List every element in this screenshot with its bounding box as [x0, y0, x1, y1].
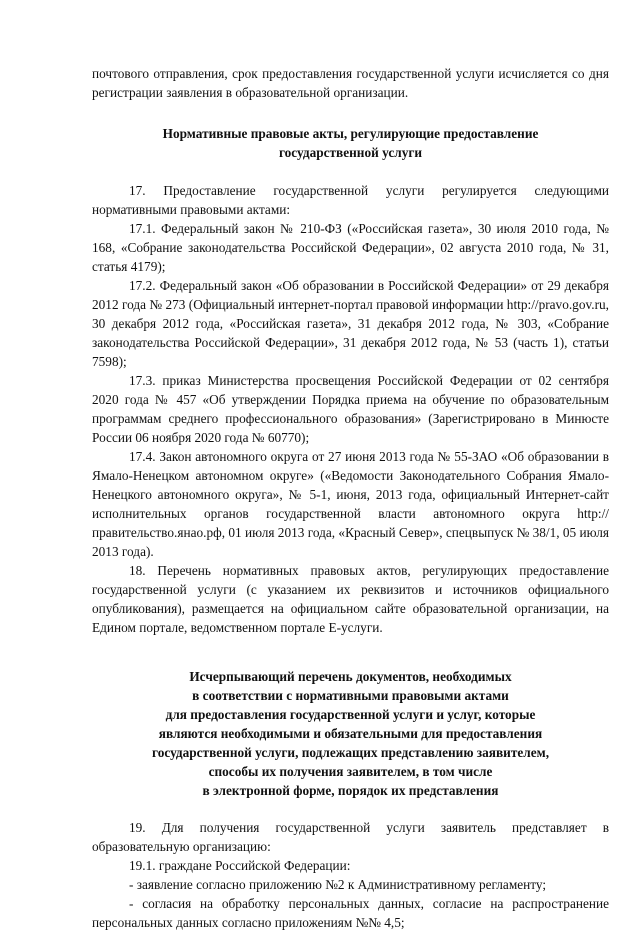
list-item: - заявление согласно приложению №2 к Административному регламенту;	[129, 877, 547, 892]
heading-line: для предоставления государственной услуги и услуг, которые	[165, 707, 536, 722]
section-heading-documents-list	[92, 667, 609, 800]
clause-19: 19. Для получения государственной услуги заявитель представляет в образовательную организацию:	[92, 820, 609, 854]
clause-17-3: 17.3. приказ Министерства просвещения Российской Федерации от 02 сентября 2020 года № 457 «Об утверждении Порядка приема на обучение по образовательным программам среднего профессионального образования» (Зарегистрировано в Минюсте России 06 ноября 2020 года № 60770);	[92, 373, 609, 445]
heading-line: являются необходимыми и обязательными для предоставления	[158, 726, 543, 741]
intro-paragraph: почтового отправления, срок предоставления государственной услуги исчисляется со дня регистрации заявления в образовательной организации.	[92, 66, 609, 100]
heading-line: в соответствии с нормативными правовыми актами	[192, 688, 509, 703]
heading-line: в электронной форме, порядок их представления	[202, 783, 499, 798]
list-item: - согласия на обработку персональных данных, согласие на распространение персональных данных согласно приложениям №№ 4,5;	[92, 896, 609, 930]
clause-18: 18. Перечень нормативных правовых актов, регулирующих предоставление государственной услуги (с указанием их реквизитов и источников официального опубликования), размещается на официальном сайте образовательной организации, на Едином портале, ведомственном портале Е-услуги.	[92, 563, 609, 635]
heading-line: Исчерпывающий перечень документов, необходимых	[189, 669, 512, 684]
document-page	[92, 64, 609, 932]
heading-line: способы их получения заявителем, в том числе	[208, 764, 493, 779]
clause-19-1: 19.1. граждане Российской Федерации:	[129, 858, 351, 873]
clause-17-1: 17.1. Федеральный закон № 210-ФЗ («Российская газета», 30 июля 2010 года, № 168, «Собрание законодательства Российской Федерации», 02 августа 2010 года, № 31, статья 4179);	[92, 221, 609, 274]
section-heading-legal-acts	[92, 124, 609, 162]
clause-17: 17. Предоставление государственной услуги регулируется следующими нормативными правовыми актами:	[92, 183, 609, 217]
heading-line: государственной услуги, подлежащих представлению заявителем,	[151, 745, 550, 760]
clause-17-2: 17.2. Федеральный закон «Об образовании в Российской Федерации» от 29 декабря 2012 года № 273 (Официальный интернет-портал правовой информации http://pravo.gov.ru, 30 декабря 2012 года, «Российская газета», 31 декабря 2012 года, № 303, «Собрание законодательства Российской Федерации», 31 декабря 2012 года, № 53 (часть 1), статьи 7598);	[92, 278, 609, 369]
heading-line: Нормативные правовые акты, регулирующие предоставление	[162, 126, 539, 141]
heading-line: государственной услуги	[278, 145, 423, 160]
clause-17-4: 17.4. Закон автономного округа от 27 июня 2013 года № 55-ЗАО «Об образовании в Ямало-Ненецком автономном округе» («Ведомости Законодательного Собрания Ямало-Ненецкого автономного округа», № 5-1, июня, 2013 года, официальный Интернет-сайт исполнительных органов государственной власти автономного округа http://правительство.янао.рф, 01 июля 2013 года, «Красный Север», спецвыпуск № 38/1, 05 июля 2013 года).	[92, 449, 609, 559]
